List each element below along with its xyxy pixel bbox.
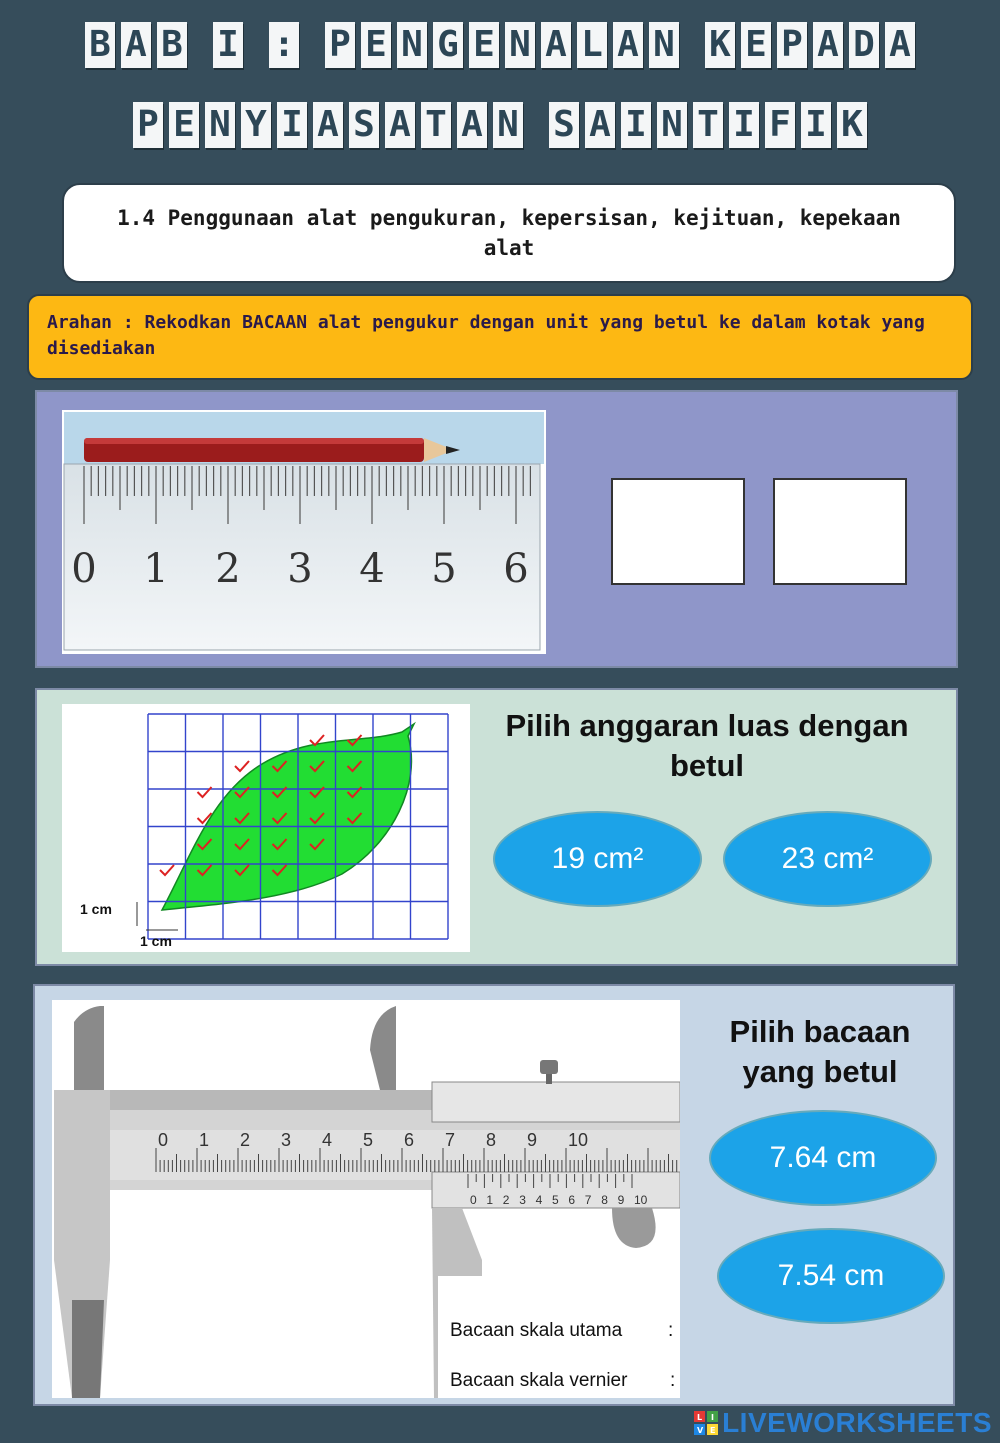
label-vernier-scale: Bacaan skala vernier (450, 1370, 628, 1391)
title-letter: A (813, 22, 843, 68)
main-scale-number: 9 (527, 1130, 538, 1150)
main-scale-number: 0 (158, 1130, 169, 1150)
title-letter: E (361, 22, 391, 68)
vernier-number: 2 (502, 1193, 510, 1207)
vernier-number: 6 (568, 1193, 576, 1207)
vernier-number: 9 (617, 1193, 625, 1207)
ruler-number: 5 (431, 546, 457, 592)
title-letter: S (549, 102, 579, 148)
vernier-caliper-image (52, 1000, 680, 1398)
label-1cm-horizontal: 1 cm (140, 933, 172, 949)
svg-text:V: V (697, 1426, 704, 1435)
title-letter: Y (241, 102, 271, 148)
title-letter: A (385, 102, 415, 148)
title-letter (685, 22, 699, 68)
vernier-number: 10 (634, 1193, 648, 1207)
option-23-cm2[interactable]: 23 cm² (723, 811, 932, 907)
title-letter: A (121, 22, 151, 68)
title-letter: E (741, 22, 771, 68)
page-title-line2 (0, 102, 1000, 148)
title-letter: E (169, 102, 199, 148)
title-letter: N (397, 22, 427, 68)
title-letter: B (157, 22, 187, 68)
label-main-scale: Bacaan skala utama (450, 1320, 623, 1341)
ruler-number: 3 (287, 546, 313, 592)
title-letter: A (313, 102, 343, 148)
ruler-number: 4 (359, 546, 385, 592)
main-scale-number: 1 (199, 1130, 210, 1150)
title-letter: I (801, 102, 831, 148)
title-letter: I (277, 102, 307, 148)
main-scale-number: 7 (445, 1130, 456, 1150)
svg-text:L: L (697, 1413, 703, 1422)
title-letter: : (269, 22, 299, 68)
main-scale-number: 10 (568, 1130, 589, 1150)
title-letter: A (613, 22, 643, 68)
vernier-number: 0 (470, 1193, 477, 1207)
title-letter (249, 22, 263, 68)
title-letter (529, 102, 543, 148)
title-letter: L (577, 22, 607, 68)
answer-box-value[interactable] (611, 478, 745, 585)
title-letter: I (729, 102, 759, 148)
title-letter: S (349, 102, 379, 148)
vernier-number: 3 (519, 1193, 526, 1207)
title-letter: N (649, 22, 679, 68)
ruler-number: 6 (503, 546, 529, 592)
colon-main: : (668, 1320, 674, 1341)
option-7-64-cm[interactable]: 7.64 cm (709, 1110, 937, 1206)
title-letter (193, 22, 207, 68)
main-scale-number: 5 (363, 1130, 374, 1150)
title-letter: P (133, 102, 163, 148)
title-letter: B (85, 22, 115, 68)
leaf-area-panel (35, 688, 958, 966)
title-letter: I (213, 22, 243, 68)
title-letter: P (777, 22, 807, 68)
title-letter: I (621, 102, 651, 148)
ruler-number: 2 (215, 546, 241, 592)
svg-text:I: I (711, 1413, 715, 1422)
colon-vernier: : (670, 1370, 676, 1391)
main-scale-number: 8 (486, 1130, 497, 1150)
question-area: Pilih anggaran luas dengan betul (505, 708, 909, 783)
title-letter: D (849, 22, 879, 68)
title-letter: G (433, 22, 463, 68)
main-scale-number: 6 (404, 1130, 415, 1150)
title-letter: K (837, 102, 867, 148)
liveworksheets-logo (694, 1407, 992, 1439)
ruler-number: 1 (143, 546, 169, 592)
vernier-number: 7 (584, 1193, 592, 1207)
subtopic-banner: 1.4 Penggunaan alat pengukuran, kepersisan, kejituan, kepekaan alat (62, 183, 956, 283)
title-letter: N (657, 102, 687, 148)
ruler-image (62, 410, 546, 654)
title-letter: P (325, 22, 355, 68)
pencil-icon (84, 438, 460, 462)
title-letter: A (885, 22, 915, 68)
vernier-number: 4 (535, 1193, 543, 1207)
title-letter: T (693, 102, 723, 148)
title-letter (305, 22, 319, 68)
question-vernier: Pilih bacaan yang betul (729, 1014, 911, 1089)
svg-text:E: E (710, 1426, 716, 1435)
title-letter: F (765, 102, 795, 148)
vernier-number: 5 (552, 1193, 559, 1207)
main-scale-number: 4 (322, 1130, 333, 1150)
leaf-grid-image (62, 704, 470, 952)
vernier-number: 8 (601, 1193, 608, 1207)
vernier-panel (33, 984, 955, 1406)
vernier-number: 1 (486, 1193, 494, 1207)
title-letter: E (469, 22, 499, 68)
title-letter: A (457, 102, 487, 148)
liveworksheets-logo-icon (694, 1411, 718, 1435)
title-letter: A (541, 22, 571, 68)
option-7-54-cm[interactable]: 7.54 cm (717, 1228, 945, 1324)
main-scale-number: 2 (240, 1130, 251, 1150)
title-letter: T (421, 102, 451, 148)
ruler-panel (35, 390, 958, 668)
ruler-number: 0 (71, 546, 97, 592)
page-title-line1 (0, 22, 1000, 68)
title-letter: K (705, 22, 735, 68)
title-letter: A (585, 102, 615, 148)
label-1cm-vertical: 1 cm (80, 901, 112, 917)
title-letter: N (505, 22, 535, 68)
title-letter: N (205, 102, 235, 148)
instruction-banner: Arahan : Rekodkan BACAAN alat pengukur dengan unit yang betul ke dalam kotak yang disediakan (27, 294, 973, 380)
liveworksheets-brand: LIVEWORKSHEETS (722, 1407, 992, 1438)
title-letter: N (493, 102, 523, 148)
answer-box-unit[interactable] (773, 478, 907, 585)
main-scale-number: 3 (281, 1130, 292, 1150)
option-19-cm2[interactable]: 19 cm² (493, 811, 702, 907)
